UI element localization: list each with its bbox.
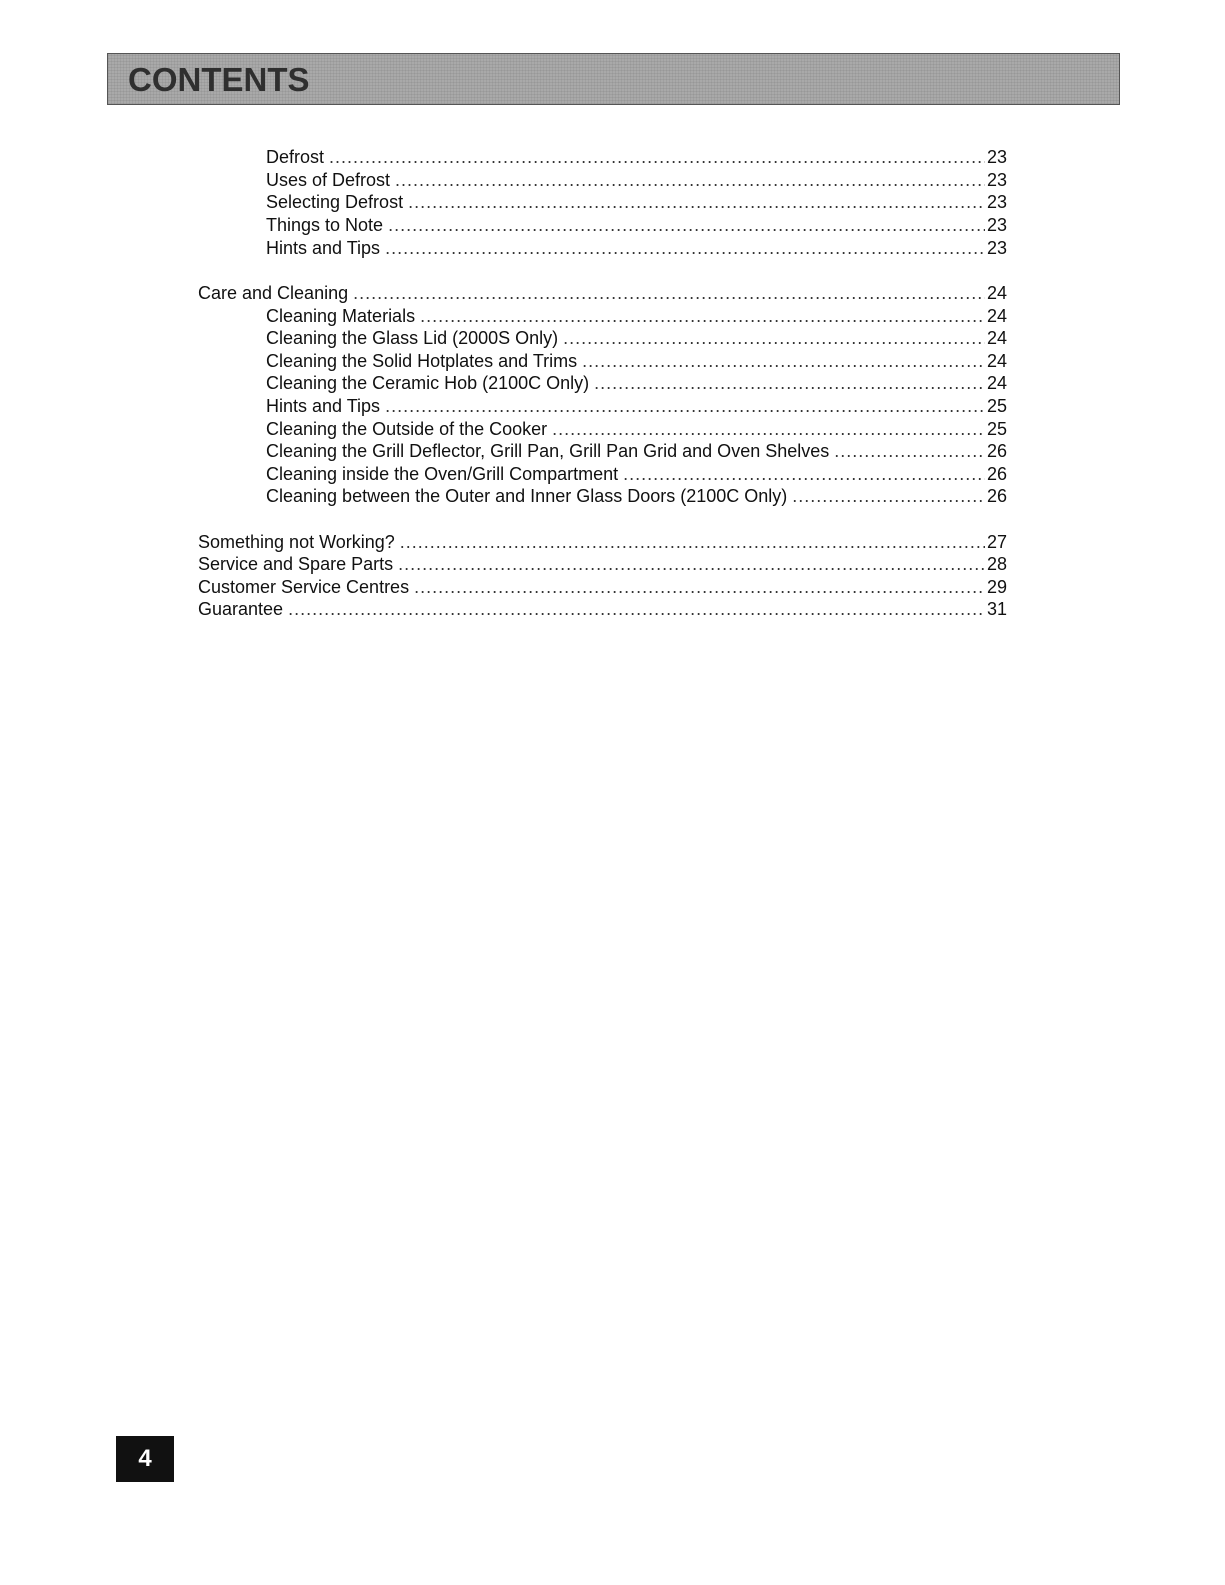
contents-header-bar (107, 53, 1120, 105)
toc-entry-label: Cleaning the Solid Hotplates and Trims (266, 350, 578, 371)
toc-entry-label: Cleaning the Outside of the Cooker (266, 418, 548, 439)
toc-leader-dots (414, 576, 985, 598)
toc-entry-page: 24 (986, 328, 1007, 349)
toc-entry-label: Selecting Defrost (266, 192, 404, 213)
toc-entry-label: Cleaning between the Outer and Inner Glass Doors (2100C Only) (266, 486, 788, 507)
toc-entry-page: 23 (986, 192, 1007, 213)
toc-entry[interactable] (198, 531, 1007, 553)
toc-entry-page: 31 (986, 599, 1007, 620)
toc-leader-dots (563, 327, 985, 349)
toc-leader-dots (288, 598, 985, 620)
toc-entry-label: Cleaning the Grill Deflector, Grill Pan, Grill Pan Grid and Oven Shelves (266, 441, 830, 462)
toc-entry[interactable] (198, 282, 1007, 304)
toc-entry[interactable] (198, 598, 1007, 620)
toc-entry[interactable] (266, 214, 1007, 236)
toc-entry-label: Care and Cleaning (198, 283, 349, 303)
toc-entry-page: 23 (986, 147, 1007, 167)
toc-entry-label: Service and Spare Parts (198, 554, 394, 575)
toc-entry-page: 24 (986, 350, 1007, 371)
toc-entry-page: 23 (986, 215, 1007, 236)
toc-entry-page: 24 (986, 305, 1007, 326)
toc-entry[interactable] (266, 327, 1007, 349)
toc-entry[interactable] (266, 237, 1007, 259)
toc-leader-dots (420, 305, 985, 327)
toc-entry-page: 25 (986, 418, 1007, 439)
toc-entry-label: Things to Note (266, 215, 384, 236)
toc-entry-page: 26 (986, 486, 1007, 507)
toc-entry[interactable] (266, 440, 1007, 462)
toc-entry-page: 26 (986, 463, 1007, 484)
toc-entry[interactable] (266, 191, 1007, 213)
toc-entry-page: 27 (986, 531, 1007, 552)
toc-entry-page: 23 (986, 237, 1007, 258)
toc-entry-page: 25 (986, 396, 1007, 416)
toc-entry[interactable] (198, 553, 1007, 575)
toc-leader-dots (400, 531, 985, 553)
toc-entry-label: Hints and Tips (266, 237, 381, 258)
page-number-badge: 4 (116, 1436, 174, 1482)
toc-leader-dots (834, 440, 985, 462)
toc-leader-dots (395, 169, 985, 191)
toc-entry[interactable] (266, 463, 1007, 485)
toc-entry[interactable] (266, 372, 1007, 394)
toc-entry-page: 28 (986, 554, 1007, 575)
toc-entry[interactable] (266, 169, 1007, 191)
toc-entry-label: Uses of Defrost (266, 169, 391, 190)
toc-entry[interactable] (266, 485, 1007, 507)
toc-entry-label: Cleaning the Ceramic Hob (2100C Only) (266, 373, 590, 394)
toc-leader-dots (408, 191, 985, 213)
toc-entry[interactable] (266, 305, 1007, 327)
toc-entry-label: Hints and Tips (266, 396, 381, 416)
toc-leader-dots (329, 146, 985, 168)
toc-leader-dots (385, 237, 985, 259)
toc-leader-dots (582, 350, 985, 372)
toc-entry[interactable] (266, 350, 1007, 372)
toc-leader-dots (623, 463, 985, 485)
toc-entry-page: 24 (986, 283, 1007, 303)
toc-leader-dots (594, 372, 985, 394)
toc-entry-page: 23 (986, 169, 1007, 190)
toc-leader-dots (398, 553, 985, 575)
toc-entry-label: Cleaning Materials (266, 305, 416, 326)
toc-entry-label: Cleaning the Glass Lid (2000S Only) (266, 328, 559, 349)
toc-leader-dots (792, 485, 985, 507)
toc-leader-dots (552, 418, 985, 440)
toc-entry-label: Customer Service Centres (198, 576, 410, 597)
toc-entry-label: Guarantee (198, 599, 284, 620)
toc-entry-page: 26 (986, 441, 1007, 462)
toc-leader-dots (385, 395, 985, 417)
toc-entry-page: 29 (986, 576, 1007, 597)
toc-leader-dots (353, 282, 985, 304)
toc-leader-dots (388, 214, 985, 236)
toc-entry-label: Something not Working? (198, 531, 395, 552)
toc-entry[interactable] (266, 395, 1007, 417)
toc-entry[interactable] (266, 146, 1007, 168)
page-title: CONTENTS (128, 61, 310, 98)
toc-entry-page: 24 (986, 373, 1007, 394)
toc-entry[interactable] (266, 418, 1007, 440)
toc-entry-label: Defrost (266, 147, 325, 167)
toc-entry[interactable] (198, 576, 1007, 598)
toc-entry-label: Cleaning inside the Oven/Grill Compartment (266, 463, 619, 484)
